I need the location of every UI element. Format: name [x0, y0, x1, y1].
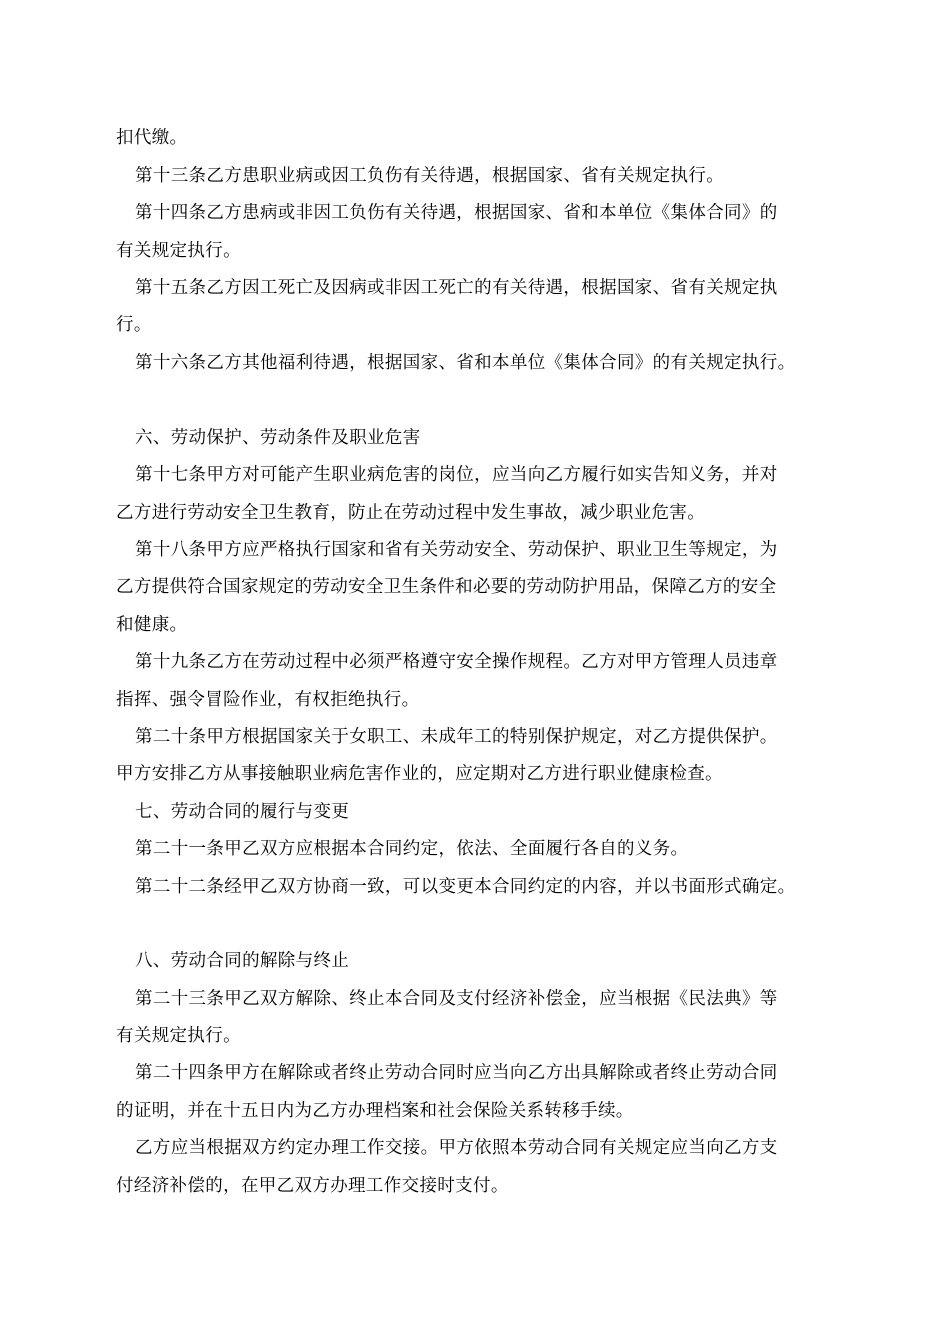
text-line: 乙方应当根据双方约定办理工作交接。甲方依照本劳动合同有关规定应当向乙方支 [135, 1138, 778, 1158]
text-line: 指挥、强令冒险作业，有权拒绝执行。 [116, 690, 420, 710]
text-line: 的证明，并在十五日内为乙方办理档案和社会保险关系转移手续。 [116, 1101, 634, 1121]
text-line: 扣代缴。 [116, 128, 188, 148]
text-line: 付经济补偿的，在甲乙双方办理工作交接时支付。 [116, 1176, 509, 1196]
text-line: 第二十条甲方根据国家关于女职工、未成年工的特别保护规定，对乙方提供保护。 [135, 727, 778, 747]
text-line: 第二十四条甲方在解除或者终止劳动合同时应当向乙方出具解除或者终止劳动合同 [135, 1063, 778, 1083]
section-heading: 七、劳动合同的履行与变更 [135, 802, 350, 822]
text-line: 第十五条乙方因工死亡及因病或非因工死亡的有关待遇，根据国家、省有关规定执 [135, 278, 778, 298]
text-line: 第二十二条经甲乙双方协商一致，可以变更本合同约定的内容，并以书面形式确定。 [135, 877, 796, 897]
text-line: 和健康。 [116, 615, 188, 635]
text-line: 第十六条乙方其他福利待遇，根据国家、省和本单位《集体合同》的有关规定执行。 [135, 353, 796, 373]
text-line: 乙方进行劳动安全卫生教育，防止在劳动过程中发生事故，减少职业危害。 [116, 503, 706, 523]
text-line: 第十四条乙方患病或非因工负伤有关待遇，根据国家、省和本单位《集体合同》的 [135, 203, 778, 223]
text-line: 乙方提供符合国家规定的劳动安全卫生条件和必要的劳动防护用品，保障乙方的安全 [116, 577, 777, 597]
text-line: 有关规定执行。 [116, 241, 241, 261]
text-line: 行。 [116, 315, 152, 335]
text-line: 有关规定执行。 [116, 1026, 241, 1046]
text-line: 第十三条乙方患职业病或因工负伤有关待遇，根据国家、省有关规定执行。 [135, 166, 725, 186]
section-heading: 八、劳动合同的解除与终止 [135, 951, 350, 971]
text-line: 第十八条甲方应严格执行国家和省有关劳动安全、劳动保护、职业卫生等规定，为 [135, 540, 778, 560]
text-line: 甲方安排乙方从事接触职业病危害作业的，应定期对乙方进行职业健康检查。 [116, 764, 723, 784]
text-line: 第十九条乙方在劳动过程中必须严格遵守安全操作规程。乙方对甲方管理人员违章 [135, 652, 778, 672]
text-line: 第十七条甲方对可能产生职业病危害的岗位，应当向乙方履行如实告知义务，并对 [135, 465, 778, 485]
text-line: 第二十三条甲乙双方解除、终止本合同及支付经济补偿金，应当根据《民法典》等 [135, 989, 778, 1009]
text-line: 第二十一条甲乙双方应根据本合同约定，依法、全面履行各自的义务。 [135, 839, 689, 859]
section-heading: 六、劳动保护、劳动条件及职业危害 [135, 428, 421, 448]
